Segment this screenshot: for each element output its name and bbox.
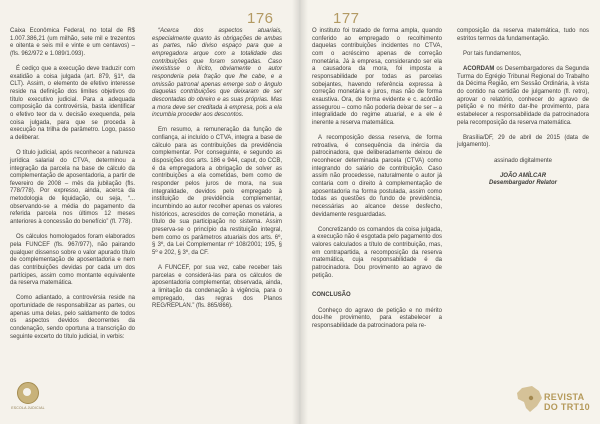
revista-logo <box>510 382 595 420</box>
paragraph: Concretizando os comandos da coisa julgada, a execução não é esgotada pelo pagamento dos valores calculados a título de contribuição, mas, em contrapartida, a recomposição da reserva matemática, cuja responsabilidade é da patrocinadora. Dou provimento ao agravo de petição. <box>312 226 442 279</box>
left-column-1 <box>10 28 135 349</box>
paragraph: Como adiantado, a controvérsia reside na oportunidade de responsabilizar as partes, ou apenas uma delas, pelo saldamento de todos os aspectos devidos decorrentes da condenação, sendo oportuna a transcrição do seguinte excerto do título judicial, in verbis: <box>10 295 135 340</box>
page-number-right: 177 <box>333 10 360 27</box>
acordam-lead: ACORDAM <box>463 65 495 72</box>
section-heading: CONCLUSÃO <box>312 292 351 299</box>
acordam-text: os Desembargadores da Segunda Turma do Egrégio Tribunal Regional do Trabalho da Décima Região, em Sessão Ordinária, à vista do contido na certidão de julgamento (fl. retro), aprovar o relatório, conhecer do agravo de petição e no mérito dar-lhe provimento, para estabelecer a responsabilidade da patrocinadora pela recomposição da reserva matemática. <box>457 65 589 126</box>
logo-left-text: ESCOLA JUDICIAL <box>11 406 45 410</box>
book-gutter <box>292 0 308 424</box>
paragraph: A recomposição dessa reserva, de forma retroativa, é consequência da inércia da patrocinadora, que deliberadamente deixou de reconhecer determinada parcela (CTVA) como integrando do salário de contribuição. Caso assim não procedesse, naturalmente o autor já contaria com o direito à complementação de aposentadoria na forma postulada, assim como todas as questões do fundo de previdência, necessárias ao alcance desse desfecho, devidamente resguardadas. <box>312 135 442 218</box>
right-column-1 <box>312 28 442 338</box>
logo-right-text <box>544 392 590 412</box>
signature-note: assinado digitalmente <box>493 157 553 164</box>
logo-right-line1: REVISTA <box>544 392 585 402</box>
judge-title: Desembargador Relator <box>488 180 558 187</box>
paragraph: Caixa Econômica Federal, no total de R$ 1.007.386,21 (um milhão, sete mil e trezentos e oitenta e seis mil e vinte e um centavos) – (fls. 962/972 e 1.089/1.093). <box>10 28 135 57</box>
paragraph: É cediço que a execução deve traduzir com exatidão a coisa julgada (art. 879, §1º, da CLT). Assim, o elemento de efetivo interesse reside na definição dos limites objetivos do título executivo judicial. Para a adequada composição da controvérsia, basta identificar o efetivo teor da v. decisão exequenda, pela coisa julgada, para que se proceda à execução na trilha de parâmetro. Logo, passo a deliberar. <box>10 66 135 142</box>
right-page <box>300 0 600 424</box>
brazil-map-icon <box>514 384 544 414</box>
paragraph: Em resumo, a remuneração da função de confiança, ai incluído o CTVA, integra a base de cálculo para as contribuições da previdência complementar. Por conseguinte, e segundo as disposições dos arts. 186 e 944, caput, do CCB, é da empregadora a obrigação de solver as contribuições a ela cometidas, bem como de responder pelos juros de mora, na sua integralidade, devidos pelo empregado à instituição de previdência complementar, incumbindo ao autor recolher apenas os valores históricos, acrescidos de correção monetária, a título de sua participação no sistema. Assim preserva-se o princípio da restituição integral, bem como os parâmetros atuariais dos arts. 6º, § 3º, da Lei Complementar nº 108/2001; 195, § 5º e 202, § 3º, da CF. <box>152 127 282 256</box>
logo-right-line2: DO TRT10 <box>544 402 590 412</box>
paragraph: Por tais fundamentos, <box>463 50 522 57</box>
paragraph: O instituto foi tratado de forma ampla, quando conferido ao empregado o recolhimento daquelas contribuições incidentes no CTVA, com o acréscimo apenas de correção monetária. Já à empresa, considerando ser ela a causadora da mora, foi imposta a responsabilidade por todas as parcelas sobejantes, havendo referência expressa à correção monetária e juros, mas não de forma exaustiva. Ora, de forma evidente e c. acórdão assegurou – como não poderia deixar de ser – a integralidade do regime atuarial, e a ele é inerente a reserva matemática. <box>312 28 442 126</box>
emblem-icon <box>17 382 39 404</box>
acordam-paragraph <box>457 66 589 127</box>
escola-judicial-logo <box>8 382 48 420</box>
page-number-left: 176 <box>247 10 274 27</box>
paragraph: Os cálculos homologados foram elaborados pela FUNCEF (fls. 967/977), não pairando qualquer dissenso sobre o valor apurado título de complementação de aposentadoria e nem das contribuições devidas por cada um dos partícipes, assim como montante equivalente da reserva matemática. <box>10 234 135 287</box>
paragraph: Conheço do agravo de petição e no mérito dou-lhe provimento, para estabelecer a responsabilidade da patrocinadora pela re- <box>312 307 442 329</box>
right-column-2 <box>457 28 589 188</box>
paragraph: composição da reserva matemática, tudo nos estritos termos da fundamentação. <box>457 28 589 42</box>
paragraph: A FUNCEF, por sua vez, cabe receber tais parcelas e considerá-las para os cálculos de aposentadoria complementar, observada, ainda, a limitação da condenação à vigência, para o empregado, das regras dos Planos REG/REPLAN.” (fls. 865/866). <box>152 265 282 310</box>
paragraph: O título judicial, após reconhecer a natureza jurídica salarial do CTVA, determinou a integração da parcela na base de cálculo da complementação de aposentadoria, a partir de fevereiro de 2008 – mês da jubilação (fls. 778/778). Por expresso, ainda, acerca da metodologia de liquidação, ou seja, “... observando-se a média do pagamento da referida parcela nos últimos 12 meses anteriores à concessão do benefício” (fl. 778). <box>10 150 135 226</box>
date-line: Brasília/DF, 29 de abril de 2015 (data de julgamento). <box>457 134 589 149</box>
quote-paragraph: “Acerca dos aspectos atuariais, especialmente quanto às obrigações de ambas as partes, não diviso espaço para que a empregadora arque com a totalidade das contribuições que foram sonegadas. Caso inexistisse o ilícito, obviamente o autor responderia pela fração que lhe cabe, e a omissão patronal apenas emerge sob o ângulo daquelas contribuições que deixaram de ser descontadas do obreiro e as suas próprias. Mas a mora deve ser creditada à empresa, pois a ela incumbia proceder aos descontos. <box>152 28 282 119</box>
left-column-2 <box>152 28 282 318</box>
judge-name: JOÃO AMÍLCAR <box>499 172 547 179</box>
